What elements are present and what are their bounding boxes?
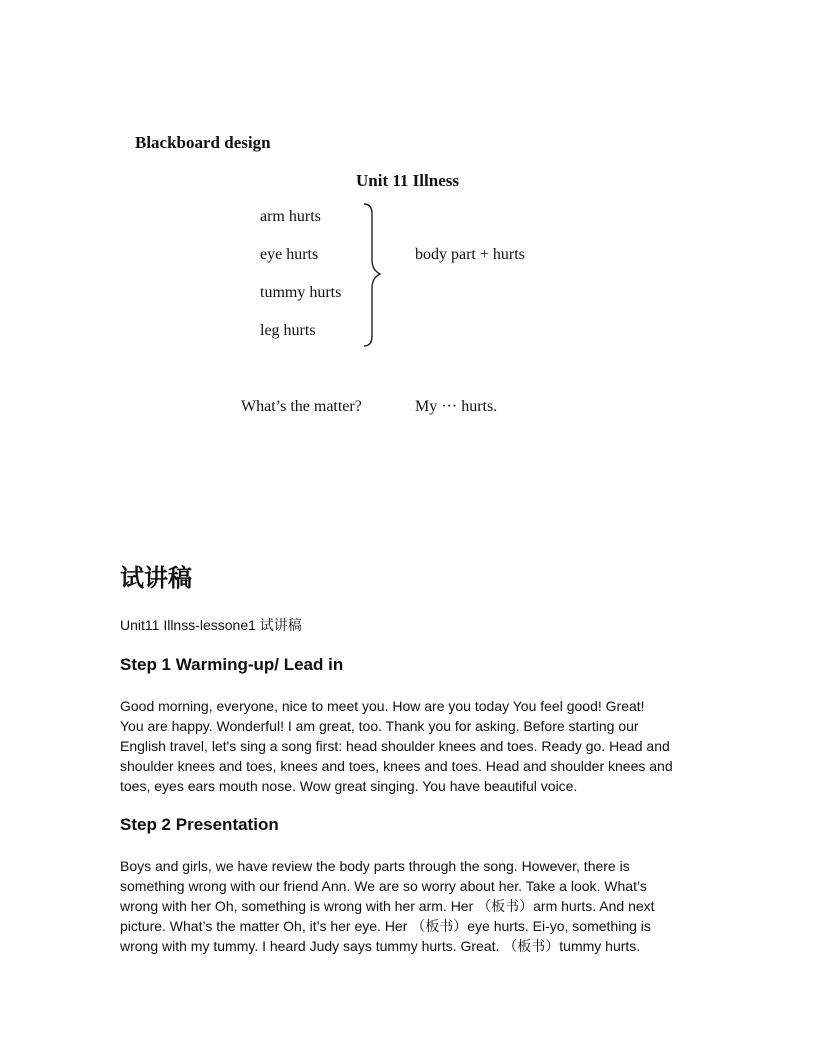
script-subtitle: Unit11 Illnss-lessone1 试讲稿 — [120, 617, 302, 633]
paragraph-line: wrong with her Oh, something is wrong with her arm. Her （板书）arm hurts. And next — [120, 898, 655, 914]
board-item: eye hurts — [260, 246, 319, 263]
board-item: leg hurts — [260, 322, 316, 339]
question-sentence: What’s the matter? — [241, 398, 362, 415]
paragraph-line: shoulder knees and toes, knees and toes, knees and toes. Head and shoulder knees and — [120, 758, 673, 774]
paragraph-line: toes, eyes ears mouth nose. Wow great singing. You have beautiful voice. — [120, 778, 578, 794]
step1-paragraph — [120, 696, 700, 796]
structure-formula: body part + hurts — [415, 246, 525, 263]
script-title: 试讲稿 — [120, 564, 192, 592]
blackboard-heading: Blackboard design — [135, 133, 271, 152]
unit-title: Unit 11 Illness — [356, 171, 459, 190]
paragraph-line: wrong with my tummy. I heard Judy says tummy hurts. Great. （板书）tummy hurts. — [120, 938, 641, 954]
right-brace-icon — [360, 202, 386, 348]
step2-heading: Step 2 Presentation — [120, 815, 279, 834]
step2-paragraph — [120, 856, 700, 956]
step1-heading: Step 1 Warming-up/ Lead in — [120, 655, 344, 674]
answer-sentence: My ··· hurts. — [415, 398, 498, 415]
paragraph-line: English travel, let's sing a song first: head shoulder knees and toes. Ready go. Head and — [120, 738, 670, 754]
paragraph-line: Good morning, everyone, nice to meet you. How are you today You feel good! Great! — [120, 698, 645, 714]
paragraph-line: picture. What’s the matter Oh, it’s her eye. Her （板书）eye hurts. Ei-yo, something is — [120, 918, 651, 934]
board-item: tummy hurts — [260, 284, 342, 301]
board-item: arm hurts — [260, 208, 321, 225]
paragraph-line: something wrong with our friend Ann. We are so worry about her. Take a look. What’s — [120, 878, 647, 894]
paragraph-line: Boys and girls, we have review the body parts through the song. However, there is — [120, 858, 630, 874]
paragraph-line: You are happy. Wonderful! I am great, too. Thank you for asking. Before starting our — [120, 718, 639, 734]
